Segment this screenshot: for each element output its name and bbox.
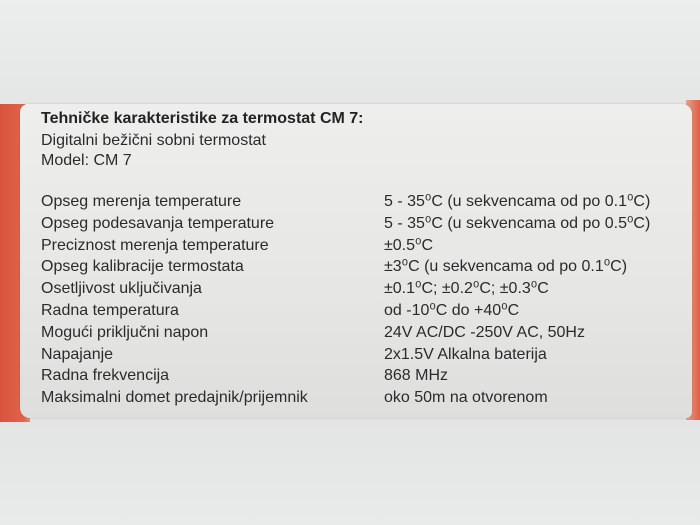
spec-value: 2x1.5V Alkalna baterija	[384, 345, 547, 363]
spec-label: Opseg podesavanja temperature	[41, 214, 275, 232]
spec-label: Opseg kalibracije termostata	[41, 258, 244, 276]
spec-label: Maksimalni domet predajnik/prijemnik	[41, 389, 308, 407]
spec-label: Radna temperatura	[41, 301, 179, 319]
model-line: Model: CM 7	[41, 152, 132, 169]
spec-value: oko 50m na otvorenom	[384, 389, 548, 407]
spec-row	[41, 192, 681, 214]
spec-value: 24V AC/DC -250V AC, 50Hz	[384, 323, 585, 341]
spec-label: Napajanje	[41, 345, 114, 363]
spec-row	[41, 366, 681, 388]
spec-label: Radna frekvencija	[41, 367, 170, 385]
spec-label: Osetljivost uključivanja	[41, 280, 202, 298]
spec-value: 5 - 35⁰C (u sekvencama od po 0.1⁰C)	[384, 193, 651, 210]
spec-label: Preciznost merenja temperature	[41, 236, 269, 254]
spec-title: Tehničke karakteristike za termostat CM 7:	[41, 110, 364, 127]
spec-value: od -10⁰C do +40⁰C	[384, 301, 520, 319]
spec-table	[41, 192, 681, 410]
spec-row	[41, 214, 681, 236]
spec-value: ±0.1⁰C; ±0.2⁰C; ±0.3⁰C	[384, 280, 549, 298]
spec-row	[41, 257, 681, 279]
background-top	[0, 0, 700, 112]
spec-row	[41, 301, 681, 323]
spec-value: 5 - 35⁰C (u sekvencama od po 0.5⁰C)	[384, 214, 651, 232]
background-bottom	[0, 418, 700, 525]
spec-value: 868 MHz	[384, 367, 449, 385]
spec-row	[41, 388, 681, 410]
spec-row	[41, 323, 681, 345]
spec-value: ±3⁰C (u sekvencama od po 0.1⁰C)	[384, 258, 628, 276]
spec-row	[41, 236, 681, 258]
spec-value: ±0.5⁰C	[384, 236, 433, 254]
product-description: Digitalni bežični sobni termostat	[41, 132, 266, 149]
spec-label: Opseg merenja temperature	[41, 193, 242, 210]
spec-row	[41, 345, 681, 367]
spec-label: Mogući priključni napon	[41, 323, 209, 341]
spec-row	[41, 279, 681, 301]
